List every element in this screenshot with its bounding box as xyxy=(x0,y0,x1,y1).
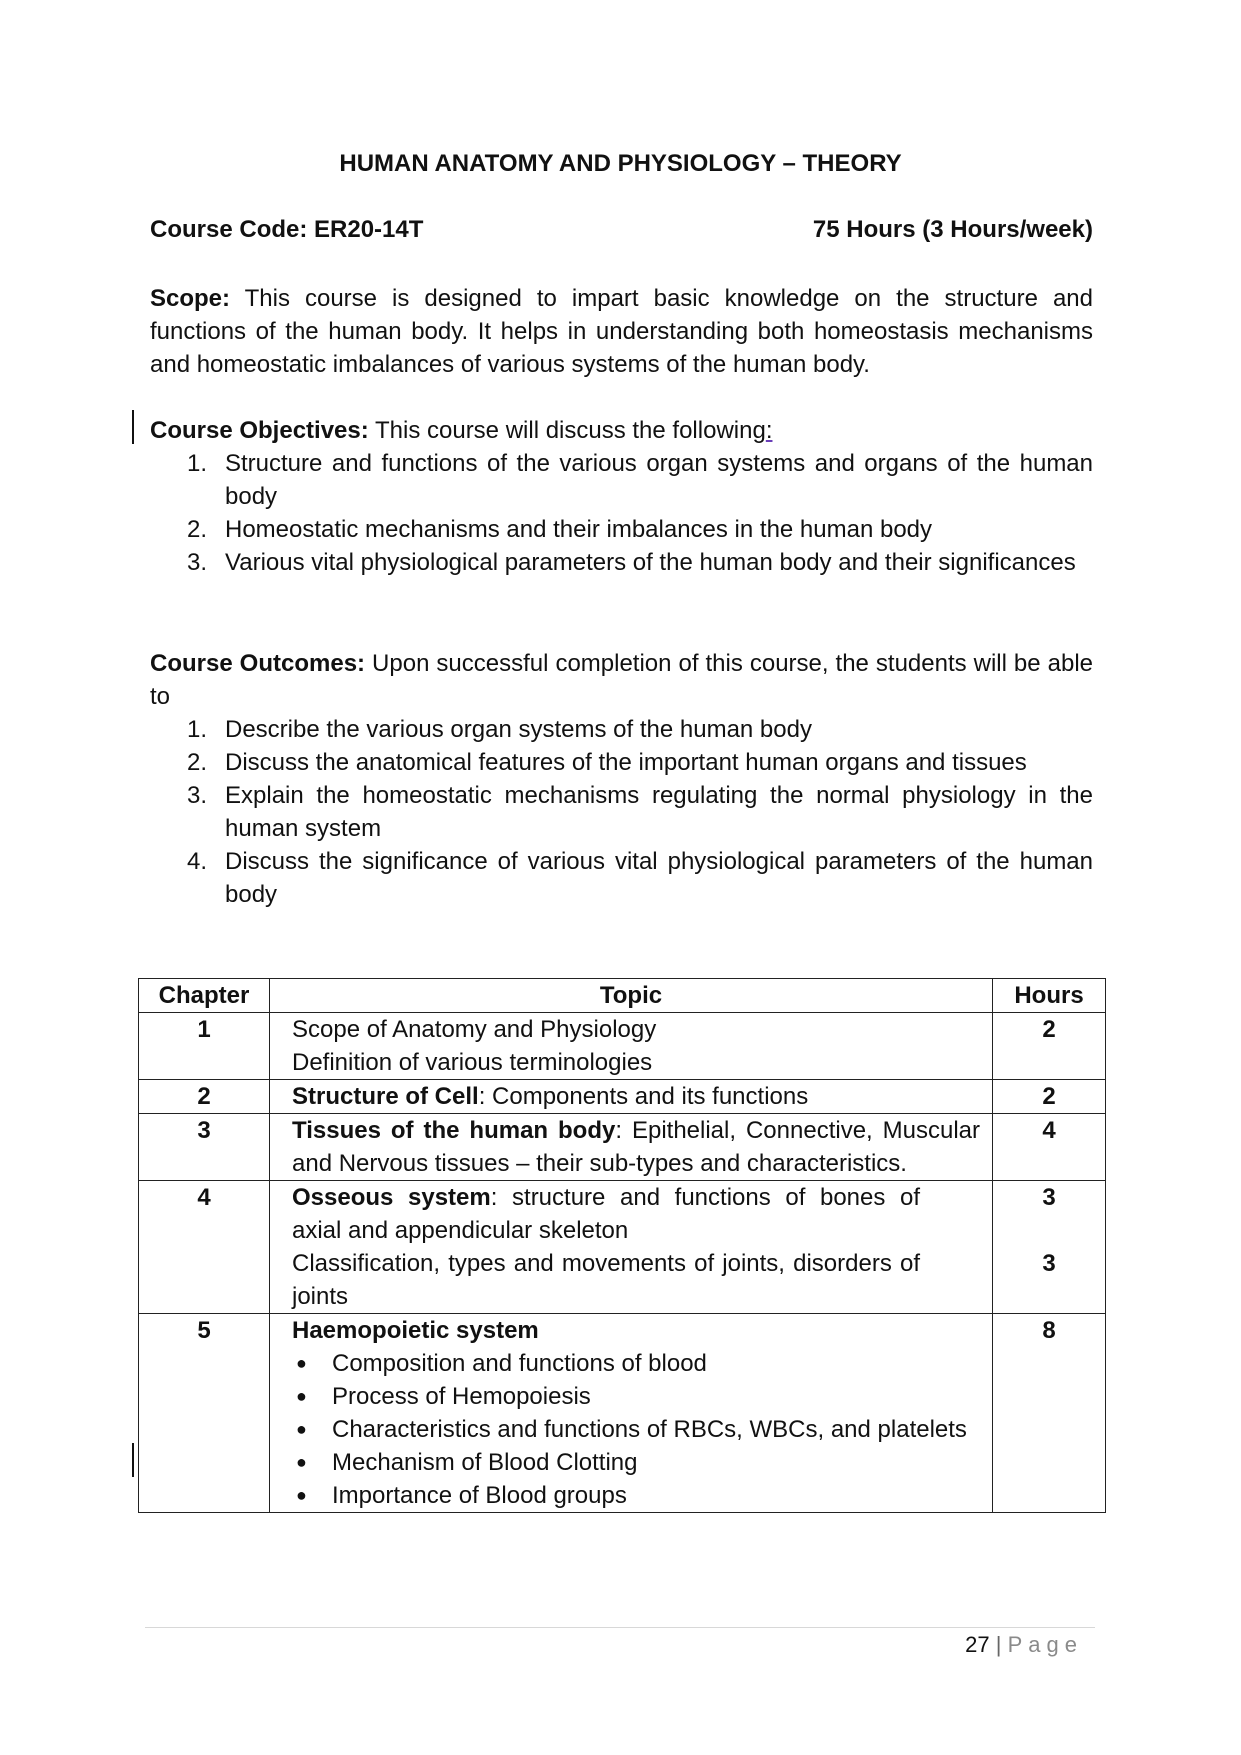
chapter-cell: 5 xyxy=(139,1314,270,1513)
topic-heading: Tissues of the human body xyxy=(292,1117,616,1144)
topic-cell xyxy=(270,1114,993,1181)
outcomes-intro xyxy=(150,647,1093,713)
hours-value: 3 xyxy=(1042,1184,1056,1211)
topic-cell xyxy=(270,1080,993,1114)
header-hours: Hours xyxy=(993,979,1106,1013)
list-number: 2. xyxy=(187,516,208,543)
page-footer xyxy=(965,1632,1083,1658)
topic-text: : Components and its functions xyxy=(478,1083,809,1110)
scope-label: Scope: xyxy=(150,285,231,312)
header-chapter: Chapter xyxy=(139,979,270,1013)
footer-divider xyxy=(145,1627,1095,1628)
revision-change-bar xyxy=(132,410,134,444)
topic-text: : Epithelial, Connective, Muscular and Nervous tissues – their sub-types and characteristics. xyxy=(292,1117,981,1177)
hours-cell xyxy=(993,1181,1106,1314)
list-number: 2. xyxy=(187,749,208,776)
objectives-section xyxy=(150,414,1093,579)
hours-value: 3 xyxy=(1042,1250,1056,1277)
list-number: 1. xyxy=(187,450,208,477)
list-text: Explain the homeostatic mechanisms regulating the normal physiology in the human system xyxy=(225,782,1093,842)
scope-paragraph xyxy=(150,282,1093,381)
course-hours: 75 Hours (3 Hours/week) xyxy=(812,216,1093,243)
topic-text: : structure and functions of bones of axial and appendicular skeleton xyxy=(292,1184,921,1244)
list-text: Structure and functions of the various organ systems and organs of the human body xyxy=(225,450,1093,510)
list-item: ● Mechanism of Blood Clotting xyxy=(292,1446,980,1479)
list-item: ● Importance of Blood groups xyxy=(292,1479,980,1512)
topic-heading: Haemopoietic system xyxy=(292,1317,539,1344)
footer-separator: | xyxy=(995,1632,1002,1657)
list-number: 4. xyxy=(187,848,208,875)
table-row xyxy=(139,1181,1106,1314)
hours-cell: 2 xyxy=(993,1080,1106,1114)
topic-cell xyxy=(270,1314,993,1513)
objectives-intro xyxy=(150,414,1093,447)
table-row xyxy=(139,1114,1106,1181)
topic-cell xyxy=(270,1181,993,1314)
bullet-list xyxy=(292,1347,980,1512)
hours-cell: 4 xyxy=(993,1114,1106,1181)
chapter-cell: 3 xyxy=(139,1114,270,1181)
syllabus-table xyxy=(138,978,1106,1513)
hours-cell: 2 xyxy=(993,1013,1106,1080)
objectives-list xyxy=(150,447,1093,579)
objectives-text: This course will discuss the following xyxy=(368,417,766,444)
chapter-cell: 2 xyxy=(139,1080,270,1114)
page-label: Page xyxy=(1007,1632,1083,1657)
topic-line: Definition of various terminologies xyxy=(292,1049,653,1076)
objectives-label: Course Objectives: xyxy=(150,417,369,444)
topic-line: Scope of Anatomy and Physiology xyxy=(292,1016,657,1043)
table-row xyxy=(139,1013,1106,1080)
table-row xyxy=(139,1314,1106,1513)
course-info-row xyxy=(150,216,1093,244)
outcomes-label: Course Outcomes: xyxy=(150,650,366,677)
scope-text: This course is designed to impart basic knowledge on the structure and functions of the human body. It helps in understanding both homeostasis mechanisms and homeostatic imbalances of various systems of the human body. xyxy=(150,285,1093,378)
list-text: Discuss the anatomical features of the important human organs and tissues xyxy=(225,749,1027,776)
list-number: 3. xyxy=(187,549,208,576)
list-item: ● Process of Hemopoiesis xyxy=(292,1380,980,1413)
outcomes-section xyxy=(150,647,1093,911)
table-row xyxy=(139,1080,1106,1114)
revision-change-bar xyxy=(132,1443,134,1477)
outcomes-list xyxy=(150,713,1093,911)
chapter-cell: 1 xyxy=(139,1013,270,1080)
list-item xyxy=(150,447,1093,513)
topic-heading: Structure of Cell xyxy=(292,1083,479,1110)
list-item xyxy=(150,746,1093,779)
course-code: Course Code: ER20-14T xyxy=(150,216,424,243)
topic-cell xyxy=(270,1013,993,1080)
list-item xyxy=(150,845,1093,911)
table-header-row xyxy=(139,979,1106,1013)
objectives-colon: : xyxy=(765,417,773,444)
list-text: Describe the various organ systems of the human body xyxy=(225,716,812,743)
hours-cell: 8 xyxy=(993,1314,1106,1513)
chapter-cell: 4 xyxy=(139,1181,270,1314)
list-number: 1. xyxy=(187,716,208,743)
list-item xyxy=(150,779,1093,845)
list-text: Discuss the significance of various vital physiological parameters of the human body xyxy=(225,848,1093,908)
topic-heading: Osseous system xyxy=(292,1184,491,1211)
list-text: Various vital physiological parameters of the human body and their significances xyxy=(225,549,1076,576)
list-item xyxy=(150,546,1093,579)
list-item: ● Composition and functions of blood xyxy=(292,1347,980,1380)
list-number: 3. xyxy=(187,782,208,809)
list-item xyxy=(150,513,1093,546)
list-item xyxy=(150,713,1093,746)
page-number: 27 xyxy=(965,1632,990,1657)
header-topic: Topic xyxy=(270,979,993,1013)
topic-part-2: Classification, types and movements of joints, disorders of joints xyxy=(292,1250,920,1310)
list-item: ● Characteristics and functions of RBCs, WBCs, and platelets xyxy=(292,1413,980,1446)
outcomes-text: Upon successful completion of this course, the students will be able to xyxy=(150,650,1093,710)
list-text: Homeostatic mechanisms and their imbalances in the human body xyxy=(225,516,933,543)
topic-part-1 xyxy=(292,1181,980,1247)
document-title: HUMAN ANATOMY AND PHYSIOLOGY – THEORY xyxy=(339,150,902,177)
